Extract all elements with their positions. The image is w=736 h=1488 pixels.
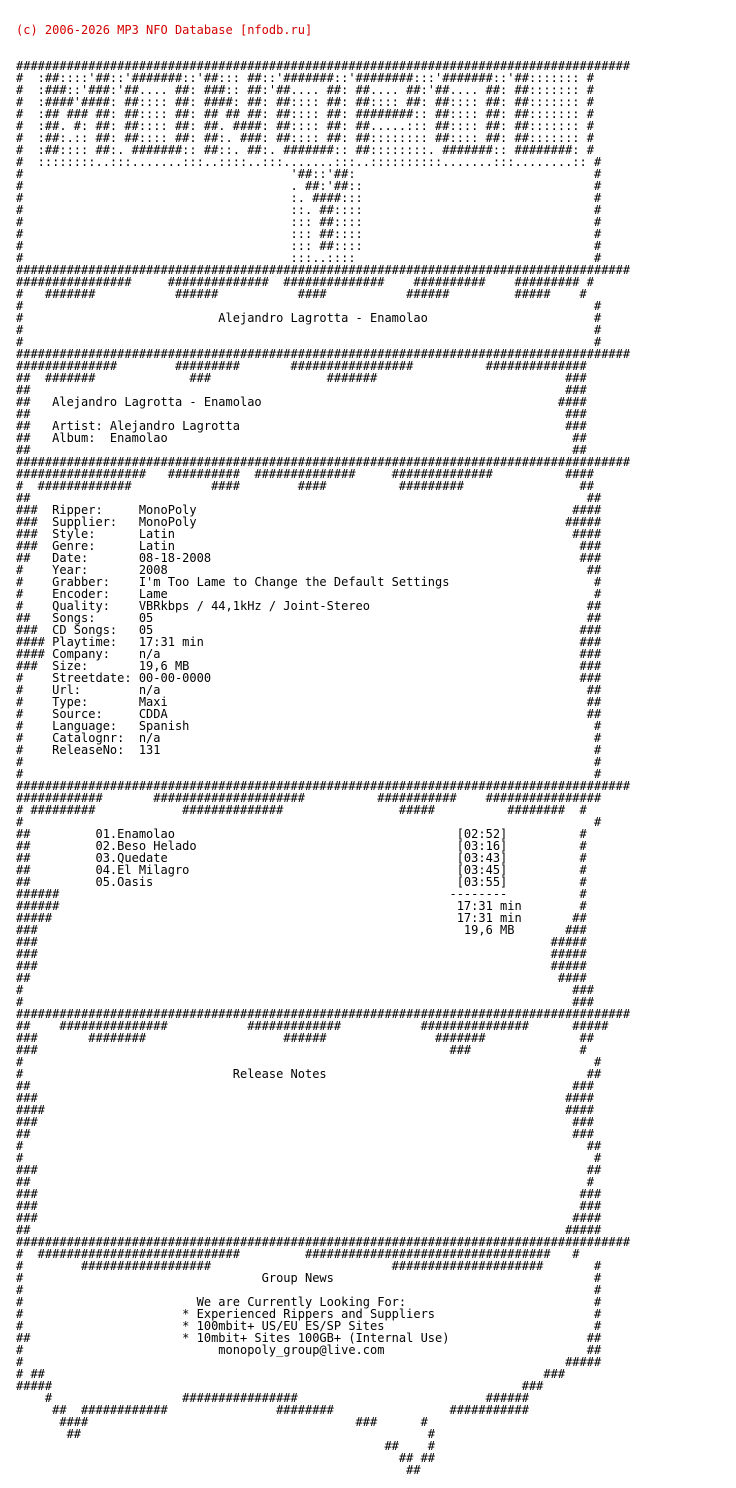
nfo-line: ## ### <box>16 407 587 421</box>
nfo-line: ### CD Songs: 05 ### <box>16 623 602 637</box>
nfo-line: ################## ########## ############## ############## #### <box>16 467 594 481</box>
nfo-line: # Language: Spanish # <box>16 719 602 733</box>
nfo-line: ############ ##################### ########### ################ <box>16 791 602 805</box>
nfo-line: ##### ### <box>16 1379 544 1393</box>
nfo-line: # :##. #: ##: ##:::: ##: ##. ####: ##:::: ##: ##.....::: ##:::: ##: ##::::::: # <box>16 119 594 133</box>
nfo-line: ################ ############## ############## ########## ######### # <box>16 275 594 289</box>
nfo-line: # :###::'###:'##.... ##: ###:: ##:'##.... ##: ##.... ##:'##.... ##: ##::::::: # <box>16 83 594 97</box>
nfo-line: #### Company: n/a ### <box>16 647 602 661</box>
nfo-line: ###### 17:31 min # <box>16 899 587 913</box>
nfo-line: ### ##### <box>16 947 587 961</box>
nfo-line: ## 02.Beso Helado [03:16] # <box>16 839 587 853</box>
nfo-line: ### ### # <box>16 1043 587 1057</box>
nfo-line: #### Playtime: 17:31 min ### <box>16 635 602 649</box>
nfo-line: # # <box>16 299 602 313</box>
nfo-line: # ::::::::..:::.......:::..::::..:::.......:::..::::::::::.......:::........:: # <box>16 155 602 169</box>
nfo-line: ## # <box>16 1439 436 1453</box>
nfo-line: # ############# #### #### ######### ## <box>16 479 594 493</box>
nfo-line: ## Artist: Alejandro Lagrotta ### <box>16 419 587 433</box>
nfo-line: # Type: Maxi ## <box>16 695 602 709</box>
nfo-line: # . ##:'##:: # <box>16 179 602 193</box>
nfo-line: # :##::::'##::'#######::'##::: ##::'#######::'########:::'#######::'##::::::: # <box>16 71 594 85</box>
nfo-line: # Streetdate: 00-00-0000 ### <box>16 671 602 685</box>
nfo-line: ### ##### <box>16 959 587 973</box>
nfo-line: # ################ ###### <box>16 1391 529 1405</box>
nfo-line: # ####### ###### #### ###### ##### # <box>16 287 587 301</box>
nfo-line: ## Songs: 05 ## <box>16 611 602 625</box>
nfo-line: ## ##### <box>16 1223 602 1237</box>
nfo-line: # ::: ##:::: # <box>16 215 602 229</box>
nfo-line: ### Size: 19,6 MB ### <box>16 659 602 673</box>
nfo-line: ### ### <box>16 1115 594 1129</box>
nfo-line: # # <box>16 767 602 781</box>
nfo-line: # monopoly_group@live.com ## <box>16 1343 602 1357</box>
nfo-line: # ## <box>16 1139 602 1153</box>
nfo-line: ## * 10mbit+ Sites 100GB+ (Internal Use) ## <box>16 1331 602 1345</box>
nfo-line: ##################################################################################### <box>16 779 631 793</box>
nfo-line: # ######### ############## ##### ######## # <box>16 803 587 817</box>
nfo-line: # ReleaseNo: 131 # <box>16 743 602 757</box>
nfo-line: # We are Currently Looking For: # <box>16 1295 602 1309</box>
nfo-line: # Group News # <box>16 1271 602 1285</box>
nfo-line: ##################################################################################### <box>16 59 631 73</box>
nfo-line: # Source: CDDA ## <box>16 707 602 721</box>
nfo-line: ## Date: 08-18-2008 ### <box>16 551 602 565</box>
nfo-line: ## <box>16 1463 421 1477</box>
nfo-line: ### ### <box>16 1187 602 1201</box>
nfo-line: ### Genre: Latin ### <box>16 539 602 553</box>
nfo-line: ## Alejandro Lagrotta - Enamolao #### <box>16 395 587 409</box>
nfo-line: # :## ### ##: ##:::: ##: ## ## ##: ##:::: ##: ########:: ##:::: ##: ##::::::: # <box>16 107 594 121</box>
nfo-line: # Year: 2008 ## <box>16 563 602 577</box>
nfo-line: ##################################################################################### <box>16 455 631 469</box>
nfo-line: #### #### <box>16 1103 594 1117</box>
nfo-line: ## ### <box>16 1127 594 1141</box>
nfo-line: #### ### # <box>16 1415 428 1429</box>
nfo-line: # ##### <box>16 1355 602 1369</box>
nfo-line: ### ## <box>16 1163 602 1177</box>
nfo-line: # # <box>16 755 602 769</box>
nfo-line: ### ######## ###### ####### ## <box>16 1031 594 1045</box>
nfo-line: ## ## <box>16 443 587 457</box>
nfo-line: ## ############ ######## ########### <box>16 1403 529 1417</box>
nfo-line: # # <box>16 815 602 829</box>
nfo-line: ## Album: Enamolao ## <box>16 431 587 445</box>
nfo-line: ### ##### <box>16 935 587 949</box>
nfo-line: ## ### <box>16 383 587 397</box>
nfo-line: ### #### <box>16 1091 594 1105</box>
nfo-line: # ### <box>16 983 594 997</box>
nfo-line: ## # <box>16 1175 594 1189</box>
nfo-line: # :####'####: ##:::: ##: ####: ##: ##:::: ##: ##:::: ##: ##:::: ##: ##::::::: # <box>16 95 594 109</box>
nfo-line: # ::. ##:::: # <box>16 203 602 217</box>
nfo-line: # # <box>16 323 602 337</box>
nfo-line: ### Supplier: MonoPoly ##### <box>16 515 602 529</box>
nfo-line: ## ## <box>16 1451 436 1465</box>
nfo-line: # # <box>16 1283 602 1297</box>
nfo-line: ##################################################################################### <box>16 1235 631 1249</box>
nfo-line: # :##:.:: ##: ##:::: ##: ##:. ###: ##:::: ##: ##:::::::: ##:::: ##: ##::::::: # <box>16 131 594 145</box>
nfo-line: ## ############### ############# ############### ##### <box>16 1019 609 1033</box>
nfo-line: # Url: n/a ## <box>16 683 602 697</box>
nfo-line: ## 01.Enamolao [02:52] # <box>16 827 587 841</box>
nfo-line: # Alejandro Lagrotta - Enamolao # <box>16 311 602 325</box>
nfo-line: # Catalognr: n/a # <box>16 731 602 745</box>
site-header: (c) 2006-2026 MP3 NFO Database [nfodb.ru] <box>16 23 313 37</box>
nfo-line: # ### <box>16 995 594 1009</box>
nfo-line: ### 19,6 MB ### <box>16 923 587 937</box>
nfo-line: # # <box>16 335 602 349</box>
nfo-document <box>16 0 630 1488</box>
nfo-line: # ::: ##:::: # <box>16 227 602 241</box>
nfo-line: ## ### <box>16 1079 594 1093</box>
nfo-line: # ############################ ################################## # <box>16 1247 580 1261</box>
nfo-line: ## ####### ### ####### ### <box>16 371 587 385</box>
nfo-line: ### #### <box>16 1211 602 1225</box>
nfo-line: # Release Notes ## <box>16 1067 602 1081</box>
nfo-body <box>16 60 630 1476</box>
nfo-line: ##################################################################################### <box>16 347 631 361</box>
nfo-line: ## # <box>16 1427 436 1441</box>
nfo-line: # :::..:::: # <box>16 251 602 265</box>
nfo-line: ##### 17:31 min ## <box>16 911 587 925</box>
nfo-line: ############## ######### ################# ############## <box>16 359 587 373</box>
nfo-line: ## #### <box>16 971 587 985</box>
nfo-line: # Grabber: I'm Too Lame to Change the Default Settings # <box>16 575 602 589</box>
nfo-line: # '##::'##: # <box>16 167 602 181</box>
nfo-line: # ## ### <box>16 1367 566 1381</box>
nfo-line: ### Style: Latin #### <box>16 527 602 541</box>
nfo-line: ###### -------- # <box>16 887 587 901</box>
nfo-line: ## 04.El Milagro [03:45] # <box>16 863 587 877</box>
nfo-line: # * 100mbit+ US/EU ES/SP Sites # <box>16 1319 602 1333</box>
nfo-line: # :. ####::: # <box>16 191 602 205</box>
nfo-line: ##################################################################################### <box>16 263 631 277</box>
nfo-line: ### Ripper: MonoPoly #### <box>16 503 602 517</box>
nfo-line: # ::: ##:::: # <box>16 239 602 253</box>
nfo-line: # :##:::: ##:. #######:: ##::. ##:. #######:: ##::::::::. #######:: ########: # <box>16 143 594 157</box>
nfo-line: # * Experienced Rippers and Suppliers # <box>16 1307 602 1321</box>
nfo-line: ## 05.Oasis [03:55] # <box>16 875 587 889</box>
nfo-line: ## 03.Quedate [03:43] # <box>16 851 587 865</box>
nfo-line: ## ## <box>16 491 602 505</box>
nfo-line: # Quality: VBRkbps / 44,1kHz / Joint-Stereo ## <box>16 599 602 613</box>
nfo-line: # # <box>16 1151 602 1165</box>
nfo-line: # Encoder: Lame # <box>16 587 602 601</box>
nfo-line: # ################## ##################### # <box>16 1259 602 1273</box>
nfo-line: ##################################################################################### <box>16 1007 631 1021</box>
nfo-line: # # <box>16 1055 602 1069</box>
nfo-line: ### ### <box>16 1199 602 1213</box>
